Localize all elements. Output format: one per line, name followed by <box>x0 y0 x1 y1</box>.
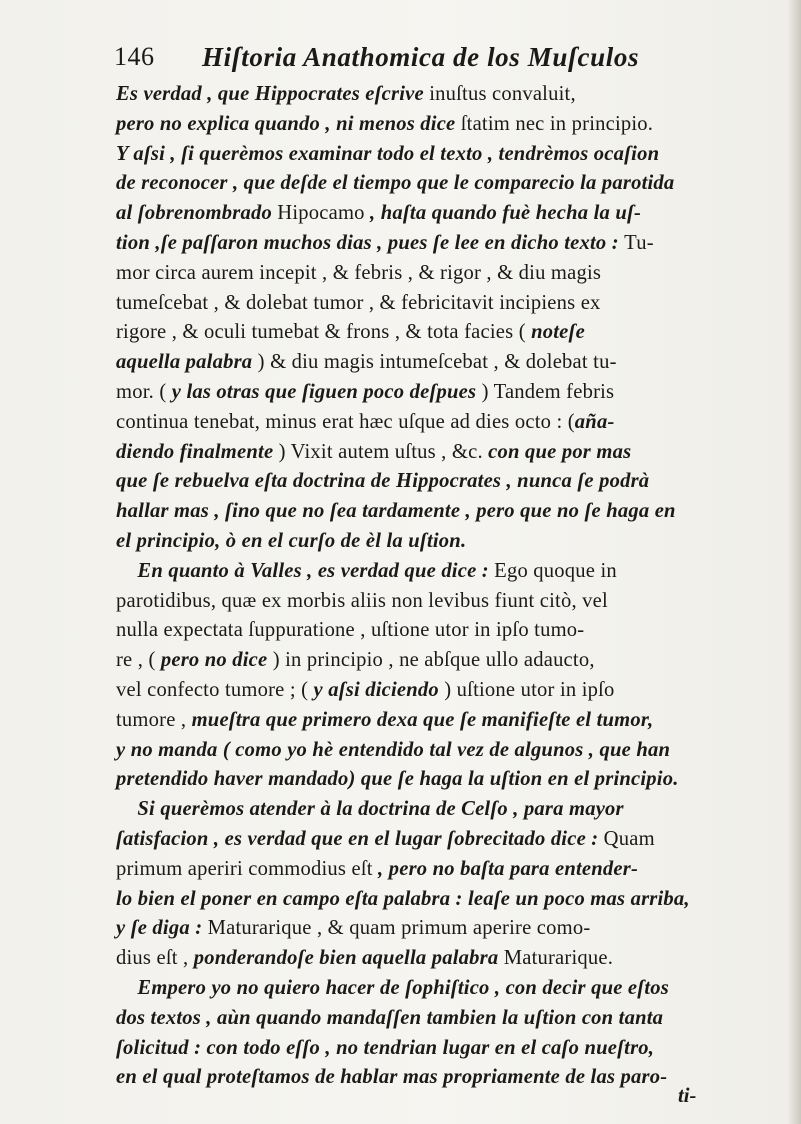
page-edge <box>787 0 801 1124</box>
roman-run: tumore , <box>116 708 192 731</box>
text-line <box>116 259 792 289</box>
text-line <box>116 229 792 259</box>
italic-run: En quanto à Valles , es verdad que dice : <box>116 559 495 582</box>
text-line <box>116 497 792 527</box>
italic-run: pero no dice <box>160 649 273 672</box>
text-line <box>116 616 792 646</box>
text-line <box>116 765 792 795</box>
text-line <box>116 587 792 617</box>
page-header <box>114 42 794 82</box>
roman-run: parotidibus, quæ ex morbis aliis non levibus fiunt citò, vel <box>116 589 608 612</box>
italic-run: pero no explica quando , ni menos dice <box>116 112 461 135</box>
text-line <box>116 169 792 199</box>
italic-run: aquella palabra <box>116 351 258 374</box>
text-line <box>116 736 792 766</box>
text-line <box>116 825 792 855</box>
text-line <box>116 378 792 408</box>
roman-run: ) Tandem febris <box>481 380 615 403</box>
body-text <box>116 80 792 1093</box>
italic-run: , haſta quando fuè hecha la uſ- <box>370 202 642 225</box>
text-line <box>116 557 792 587</box>
text-line <box>116 467 792 497</box>
text-line <box>116 944 792 974</box>
page-number: 146 <box>114 42 155 71</box>
italic-run: , pero no baſta para entender- <box>378 857 639 880</box>
roman-run: ſtatim nec in principio. <box>460 112 654 135</box>
italic-run: el principio, ò en el curſo de èl la uſtion. <box>116 529 467 552</box>
roman-run: rigore , & oculi tumebat & frons , & tota facies ( <box>116 321 532 344</box>
catchword: ti- <box>678 1085 697 1107</box>
text-line <box>116 80 792 110</box>
italic-run: Empero yo no quiero hacer de ſophiſtico , con decir que eſtos <box>116 976 669 999</box>
roman-run: Ego quoque in <box>494 559 617 582</box>
roman-run: Tu- <box>624 231 654 254</box>
text-line <box>116 1034 792 1064</box>
roman-run: Hipocamo <box>277 202 371 225</box>
roman-run: dius eſt , <box>116 947 194 970</box>
italic-run: y ſe diga : <box>116 917 208 940</box>
roman-run: vel confecto tumore ; ( <box>116 678 314 701</box>
roman-run: ) Vixit autem uſtus , &c. <box>278 440 489 463</box>
roman-run: Maturarique , & quam primum aperire como- <box>207 917 591 940</box>
text-line <box>116 706 792 736</box>
text-line <box>116 140 792 170</box>
text-line <box>116 646 792 676</box>
roman-run: ) in principio , ne abſque ullo adaucto, <box>272 649 595 672</box>
italic-run: tion ,ſe paſſaron muchos dias , pues ſe lee en dicho texto : <box>116 231 625 254</box>
italic-run: diendo finalmente <box>116 440 279 463</box>
italic-run: en el qual proteſtamos de hablar mas propriamente de las paro- <box>116 1066 668 1089</box>
text-line <box>116 855 792 885</box>
italic-run: Si querèmos atender à la doctrina de Celſo , para mayor <box>116 798 624 821</box>
roman-run: primum aperiri commodius eſt <box>116 857 379 880</box>
italic-run: ponderandoſe bien aquella palabra <box>193 947 504 970</box>
italic-run: lo bien el poner en campo eſta palabra : leaſe un poco mas arriba, <box>116 887 690 910</box>
italic-run: y aſsi diciendo <box>313 678 445 701</box>
text-line <box>116 974 792 1004</box>
italic-run: Es verdad , que Hippocrates eſcrive <box>116 83 430 105</box>
roman-run: ) uſtione utor in ipſo <box>444 678 615 701</box>
roman-run: inuſtus convaluit, <box>429 83 576 105</box>
text-line <box>116 676 792 706</box>
text-line <box>116 289 792 319</box>
italic-run: pretendido haver mandado) que ſe haga la uſtion en el principio. <box>116 768 679 791</box>
italic-run: ſatisfacion , es verdad que en el lugar ſobrecitado dice : <box>116 827 604 850</box>
text-line <box>116 795 792 825</box>
text-line <box>116 1004 792 1034</box>
text-line <box>116 318 792 348</box>
italic-run: aña- <box>574 410 615 433</box>
italic-run: hallar mas , ſino que no ſea tardamente , pero que no ſe haga en <box>116 500 676 523</box>
italic-run: que ſe rebuelva eſta doctrina de Hippocrates , nunca ſe podrà <box>116 470 650 493</box>
roman-run: continua tenebat, minus erat hæc uſque ad dies octo : ( <box>116 410 575 433</box>
italic-run: al ſobrenombrado <box>116 202 278 225</box>
italic-run: de reconocer , que deſde el tiempo que le comparecio la parotida <box>116 172 675 195</box>
text-line <box>116 348 792 378</box>
roman-run: mor. ( <box>116 380 172 403</box>
italic-run: y las otras que ſiguen poco deſpues <box>171 380 482 403</box>
text-line <box>116 885 792 915</box>
italic-run: ſolicitud : con todo eſſo , no tendrian lugar en el caſo nueſtro, <box>116 1036 655 1059</box>
roman-run: nulla expectata ſuppuratione , uſtione utor in ipſo tumo- <box>116 619 585 642</box>
italic-run: con que por mas <box>488 440 632 463</box>
text-line <box>116 914 792 944</box>
roman-run: ) & diu magis intumeſcebat , & dolebat tu- <box>257 351 617 374</box>
running-head: Hiſtoria Anathomica de los Muſculos <box>202 42 640 72</box>
text-line <box>116 438 792 468</box>
text-line <box>116 110 792 140</box>
italic-run: Y aſsi , ſi querèmos examinar todo el texto , tendrèmos ocaſion <box>116 142 660 165</box>
roman-run: Maturarique. <box>503 947 614 970</box>
text-line <box>116 199 792 229</box>
roman-run: re , ( <box>116 649 161 672</box>
text-line <box>116 527 792 557</box>
italic-run: noteſe <box>531 321 585 344</box>
roman-run: Quam <box>603 827 655 850</box>
italic-run: mueſtra que primero dexa que ſe manifieſte el tumor, <box>191 708 654 731</box>
italic-run: dos textos , aùn quando mandaſſen tambien la uſtion con tanta <box>116 1006 664 1029</box>
roman-run: mor circa aurem incepit , & febris , & rigor , & diu magis <box>116 261 602 284</box>
text-line <box>116 408 792 438</box>
roman-run: tumeſcebat , & dolebat tumor , & febricitavit incipiens ex <box>116 291 601 314</box>
italic-run: y no manda ( como yo hè entendido tal vez de algunos , que han <box>116 738 671 761</box>
